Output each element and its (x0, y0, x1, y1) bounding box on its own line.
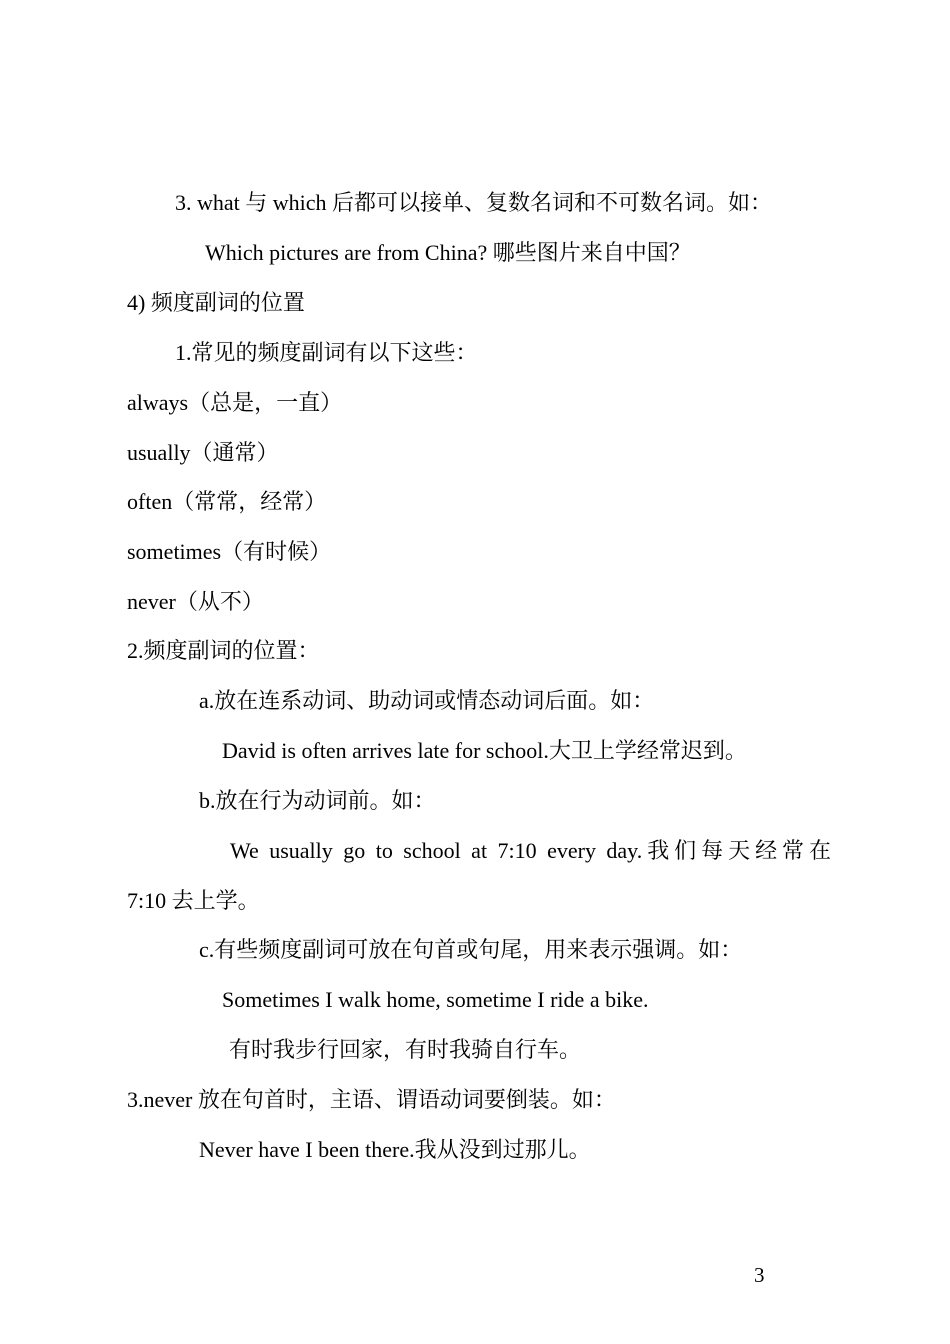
text-line: often（常常，经常） (127, 489, 327, 514)
text-line: never（从不） (127, 589, 264, 614)
text-line: 1.常见的频度副词有以下这些： (175, 340, 478, 365)
text-line: 2.频度副词的位置： (127, 638, 320, 663)
page-number: 3 (754, 1263, 765, 1287)
text-line: Which pictures are from China? 哪些图片来自中国？ (205, 240, 691, 265)
text-line: Sometimes I walk home, sometime I ride a bike. (222, 987, 649, 1012)
text-line: c.有些频度副词可放在句首或句尾，用来表示强调。如： (199, 937, 743, 962)
section-heading: 4) 频度副词的位置 (127, 290, 305, 315)
text-line: David is often arrives late for school.大卫上学经常迟到。 (222, 738, 747, 763)
text-line: always（总是，一直） (127, 390, 343, 415)
text-line: Never have I been there.我从没到过那儿。 (199, 1137, 591, 1162)
text-line: b.放在行为动词前。如： (199, 788, 436, 813)
text-line: 3. what 与 which 后都可以接单、复数名词和不可数名词。如： (175, 190, 773, 215)
text-line: 3.never 放在句首时，主语、谓语动词要倒装。如： (127, 1087, 616, 1112)
text-line: 7:10 去上学。 (127, 888, 260, 913)
text-line: 有时我步行回家，有时我骑自行车。 (229, 1037, 582, 1062)
text-line: a.放在连系动词、助动词或情态动词后面。如： (199, 688, 655, 713)
text-line: sometimes（有时候） (127, 539, 332, 564)
text-line: We usually go to school at 7:10 every day.我们每天经常在 (230, 838, 831, 863)
text-line: usually（通常） (127, 440, 279, 465)
